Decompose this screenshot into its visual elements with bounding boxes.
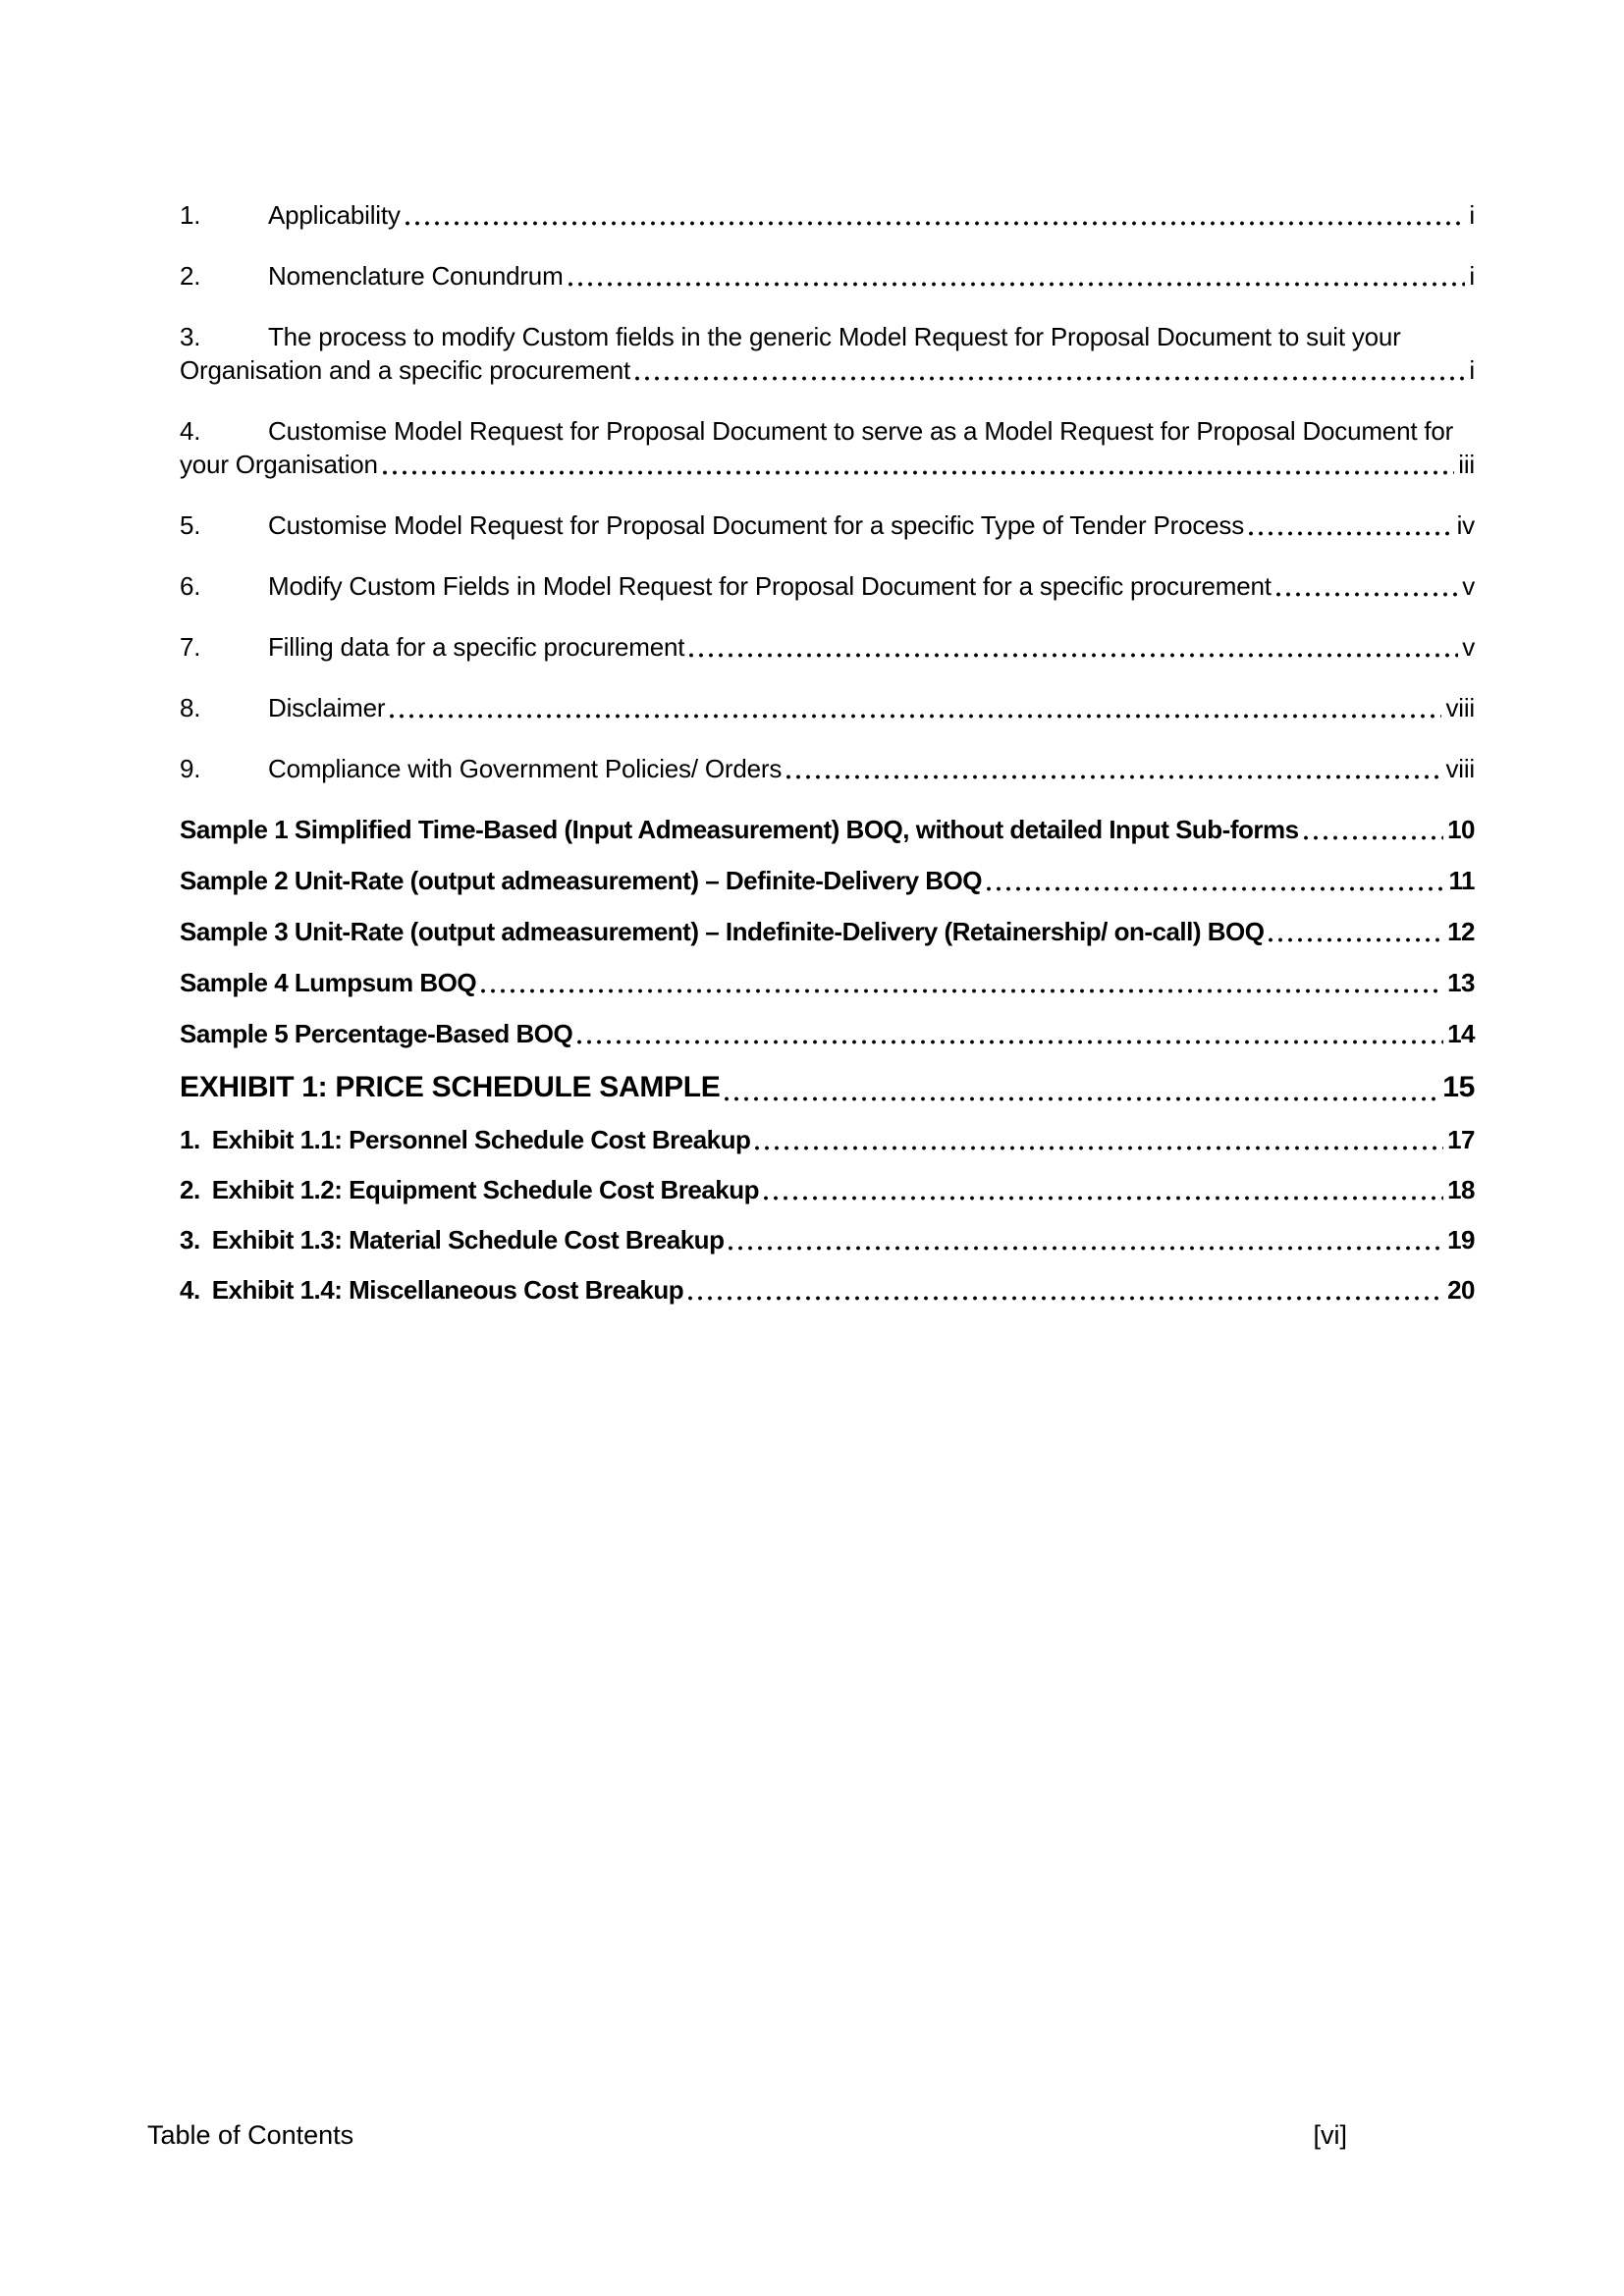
- toc-entry[interactable]: [180, 630, 1475, 664]
- toc-entry-line: [180, 508, 1475, 542]
- toc-entry-title: Sample 4 Lumpsum BOQ: [180, 968, 477, 997]
- toc-page-number: viii: [1445, 693, 1475, 722]
- toc-entry-line: [180, 691, 1475, 724]
- toc-page-number: 18: [1447, 1175, 1475, 1204]
- toc-page-number: 20: [1447, 1275, 1475, 1305]
- toc-leader-dots: [1301, 835, 1444, 840]
- toc-entry-line: [180, 915, 1475, 948]
- toc-entry-title: Exhibit 1.2: Equipment Schedule Cost Breakup: [211, 1175, 760, 1204]
- toc-page-number: v: [1462, 571, 1475, 601]
- toc-leader-dots: [722, 1096, 1438, 1101]
- toc-entry[interactable]: [180, 691, 1475, 724]
- toc-entry-title: Exhibit 1.4: Miscellaneous Cost Breakup: [211, 1275, 684, 1305]
- toc-entry-line: [180, 1017, 1475, 1050]
- toc-page-number: i: [1469, 200, 1475, 230]
- toc-entry-line: [180, 966, 1475, 999]
- toc-page-number: v: [1462, 632, 1475, 662]
- page-footer: [147, 2120, 1475, 2151]
- toc-entry-title: Compliance with Government Policies/ Orders: [268, 754, 783, 783]
- toc-sample-entry[interactable]: [180, 1017, 1475, 1050]
- toc-page-number: 11: [1448, 866, 1475, 895]
- toc-entry-title: EXHIBIT 1: PRICE SCHEDULE SAMPLE: [180, 1071, 721, 1103]
- toc-entry-number: 8.: [180, 693, 201, 722]
- toc-entry-title: Applicability: [268, 200, 401, 230]
- toc-entry-line: [180, 630, 1475, 664]
- toc-entry-number: 3.: [180, 1225, 200, 1255]
- toc-entry-number: 9.: [180, 754, 201, 783]
- toc-entry-line: [180, 448, 1475, 481]
- toc-leader-dots: [387, 714, 1441, 719]
- toc-entry-line: [180, 414, 1475, 448]
- toc-sample-entry[interactable]: [180, 864, 1475, 897]
- toc-exhibit-entry[interactable]: [180, 1173, 1475, 1206]
- toc-leader-dots: [752, 1146, 1443, 1150]
- toc-entry-number: 4.: [180, 1275, 200, 1305]
- toc-leader-dots: [685, 1296, 1443, 1301]
- toc-entry-number: 1.: [180, 1125, 200, 1154]
- toc-entry-title: Sample 5 Percentage-Based BOQ: [180, 1019, 573, 1048]
- toc-entry-title: Sample 3 Unit-Rate (output admeasurement) – Indefinite-Delivery (Retainership/ on-call) BOQ: [180, 917, 1265, 946]
- toc-leader-dots: [726, 1246, 1443, 1251]
- toc-entry-number: 2.: [180, 261, 201, 291]
- toc-leader-dots: [574, 1040, 1443, 1044]
- toc-page-number: iii: [1458, 450, 1475, 479]
- toc-entry-line: [180, 320, 1475, 353]
- toc-entry[interactable]: [180, 508, 1475, 542]
- toc-page-number: 13: [1447, 968, 1475, 997]
- toc-page-number: 15: [1442, 1071, 1475, 1103]
- toc-page-number: viii: [1445, 754, 1475, 783]
- toc-entry[interactable]: [180, 320, 1475, 387]
- toc-sample-entry[interactable]: [180, 966, 1475, 999]
- toc-exhibit-section: [180, 1068, 1475, 1307]
- toc-leader-dots: [380, 470, 1454, 475]
- toc-entry-line: [180, 259, 1475, 293]
- toc-leader-dots: [761, 1196, 1443, 1201]
- toc-sample-entry[interactable]: [180, 915, 1475, 948]
- toc-sample-entry[interactable]: [180, 813, 1475, 846]
- toc-entry-title: your Organisation: [180, 450, 378, 479]
- toc-entry-line: [180, 1123, 1475, 1156]
- toc-leader-dots: [686, 653, 1458, 658]
- toc-entry-title: Organisation and a specific procurement: [180, 355, 631, 385]
- toc-exhibit-entry[interactable]: [180, 1223, 1475, 1256]
- toc-entry-title: The process to modify Custom fields in the generic Model Request for Proposal Document to suit your: [268, 322, 1401, 351]
- toc-page-number: i: [1469, 355, 1475, 385]
- toc-entry-line: [180, 1173, 1475, 1206]
- toc-page-number: 14: [1447, 1019, 1475, 1048]
- toc-entry-line: [180, 1068, 1475, 1107]
- toc-entry-number: 3.: [180, 322, 201, 351]
- toc-entry-title: Customise Model Request for Proposal Document to serve as a Model Request for Proposal Document for: [268, 416, 1454, 446]
- toc-entry[interactable]: [180, 414, 1475, 481]
- toc-entry-title: Exhibit 1.3: Material Schedule Cost Breakup: [211, 1225, 725, 1255]
- toc-entry-line: [180, 353, 1475, 387]
- toc-leader-dots: [478, 988, 1443, 993]
- footer-section-title: Table of Contents: [147, 2120, 354, 2150]
- toc-entry-number: 2.: [180, 1175, 200, 1204]
- toc-entry-line: [180, 1223, 1475, 1256]
- toc-entry-title: Filling data for a specific procurement: [268, 632, 685, 662]
- toc-entry-line: [180, 569, 1475, 603]
- toc-entry-title: Sample 2 Unit-Rate (output admeasurement) – Definite-Delivery BOQ: [180, 866, 983, 895]
- toc-entry[interactable]: [180, 259, 1475, 293]
- toc-entry-line: [180, 752, 1475, 785]
- toc-entry-number: 1.: [180, 200, 201, 230]
- toc-entry[interactable]: [180, 569, 1475, 603]
- toc-entry-title: Nomenclature Conundrum: [268, 261, 564, 291]
- footer-page-indicator: [vi]: [1313, 2120, 1347, 2150]
- toc-entry-number: 6.: [180, 571, 201, 601]
- toc-entry[interactable]: [180, 198, 1475, 232]
- toc-entry-line: [180, 864, 1475, 897]
- toc-entry-title: Modify Custom Fields in Model Request for Proposal Document for a specific procurement: [268, 571, 1272, 601]
- toc-page-number: 19: [1447, 1225, 1475, 1255]
- toc-page-number: 17: [1447, 1125, 1475, 1154]
- toc-exhibit-entry[interactable]: [180, 1123, 1475, 1156]
- toc-leader-dots: [1273, 592, 1458, 597]
- toc-entry-title: Disclaimer: [268, 693, 386, 722]
- toc-entry[interactable]: [180, 752, 1475, 785]
- toc-page-number: 12: [1447, 917, 1475, 946]
- toc-leader-dots: [566, 282, 1466, 287]
- toc-sample-section: [180, 813, 1475, 1050]
- toc-entry-title: Exhibit 1.1: Personnel Schedule Cost Breakup: [211, 1125, 751, 1154]
- toc-entry-line: [180, 198, 1475, 232]
- toc-leader-dots: [1246, 531, 1453, 536]
- toc-numbered-section: [180, 198, 1475, 785]
- toc-leader-dots: [1266, 937, 1443, 942]
- toc-page-number: i: [1469, 261, 1475, 291]
- toc-leader-dots: [403, 221, 1466, 226]
- toc-exhibit-entry[interactable]: [180, 1273, 1475, 1307]
- toc-entry-number: 4.: [180, 416, 201, 446]
- toc-entry-line: [180, 1273, 1475, 1307]
- toc-leader-dots: [632, 376, 1465, 381]
- toc-entry-title: Customise Model Request for Proposal Document for a specific Type of Tender Process: [268, 510, 1245, 540]
- toc-leader-dots: [784, 774, 1441, 779]
- toc-leader-dots: [984, 886, 1444, 891]
- toc-entry-number: 5.: [180, 510, 201, 540]
- toc-entry-line: [180, 813, 1475, 846]
- toc-entry-title: Sample 1 Simplified Time-Based (Input Admeasurement) BOQ, without detailed Input Sub-forms: [180, 815, 1299, 844]
- toc-page-number: iv: [1456, 510, 1475, 540]
- toc-page-number: 10: [1447, 815, 1475, 844]
- toc-entry-number: 7.: [180, 632, 201, 662]
- toc-exhibit-heading[interactable]: [180, 1068, 1475, 1107]
